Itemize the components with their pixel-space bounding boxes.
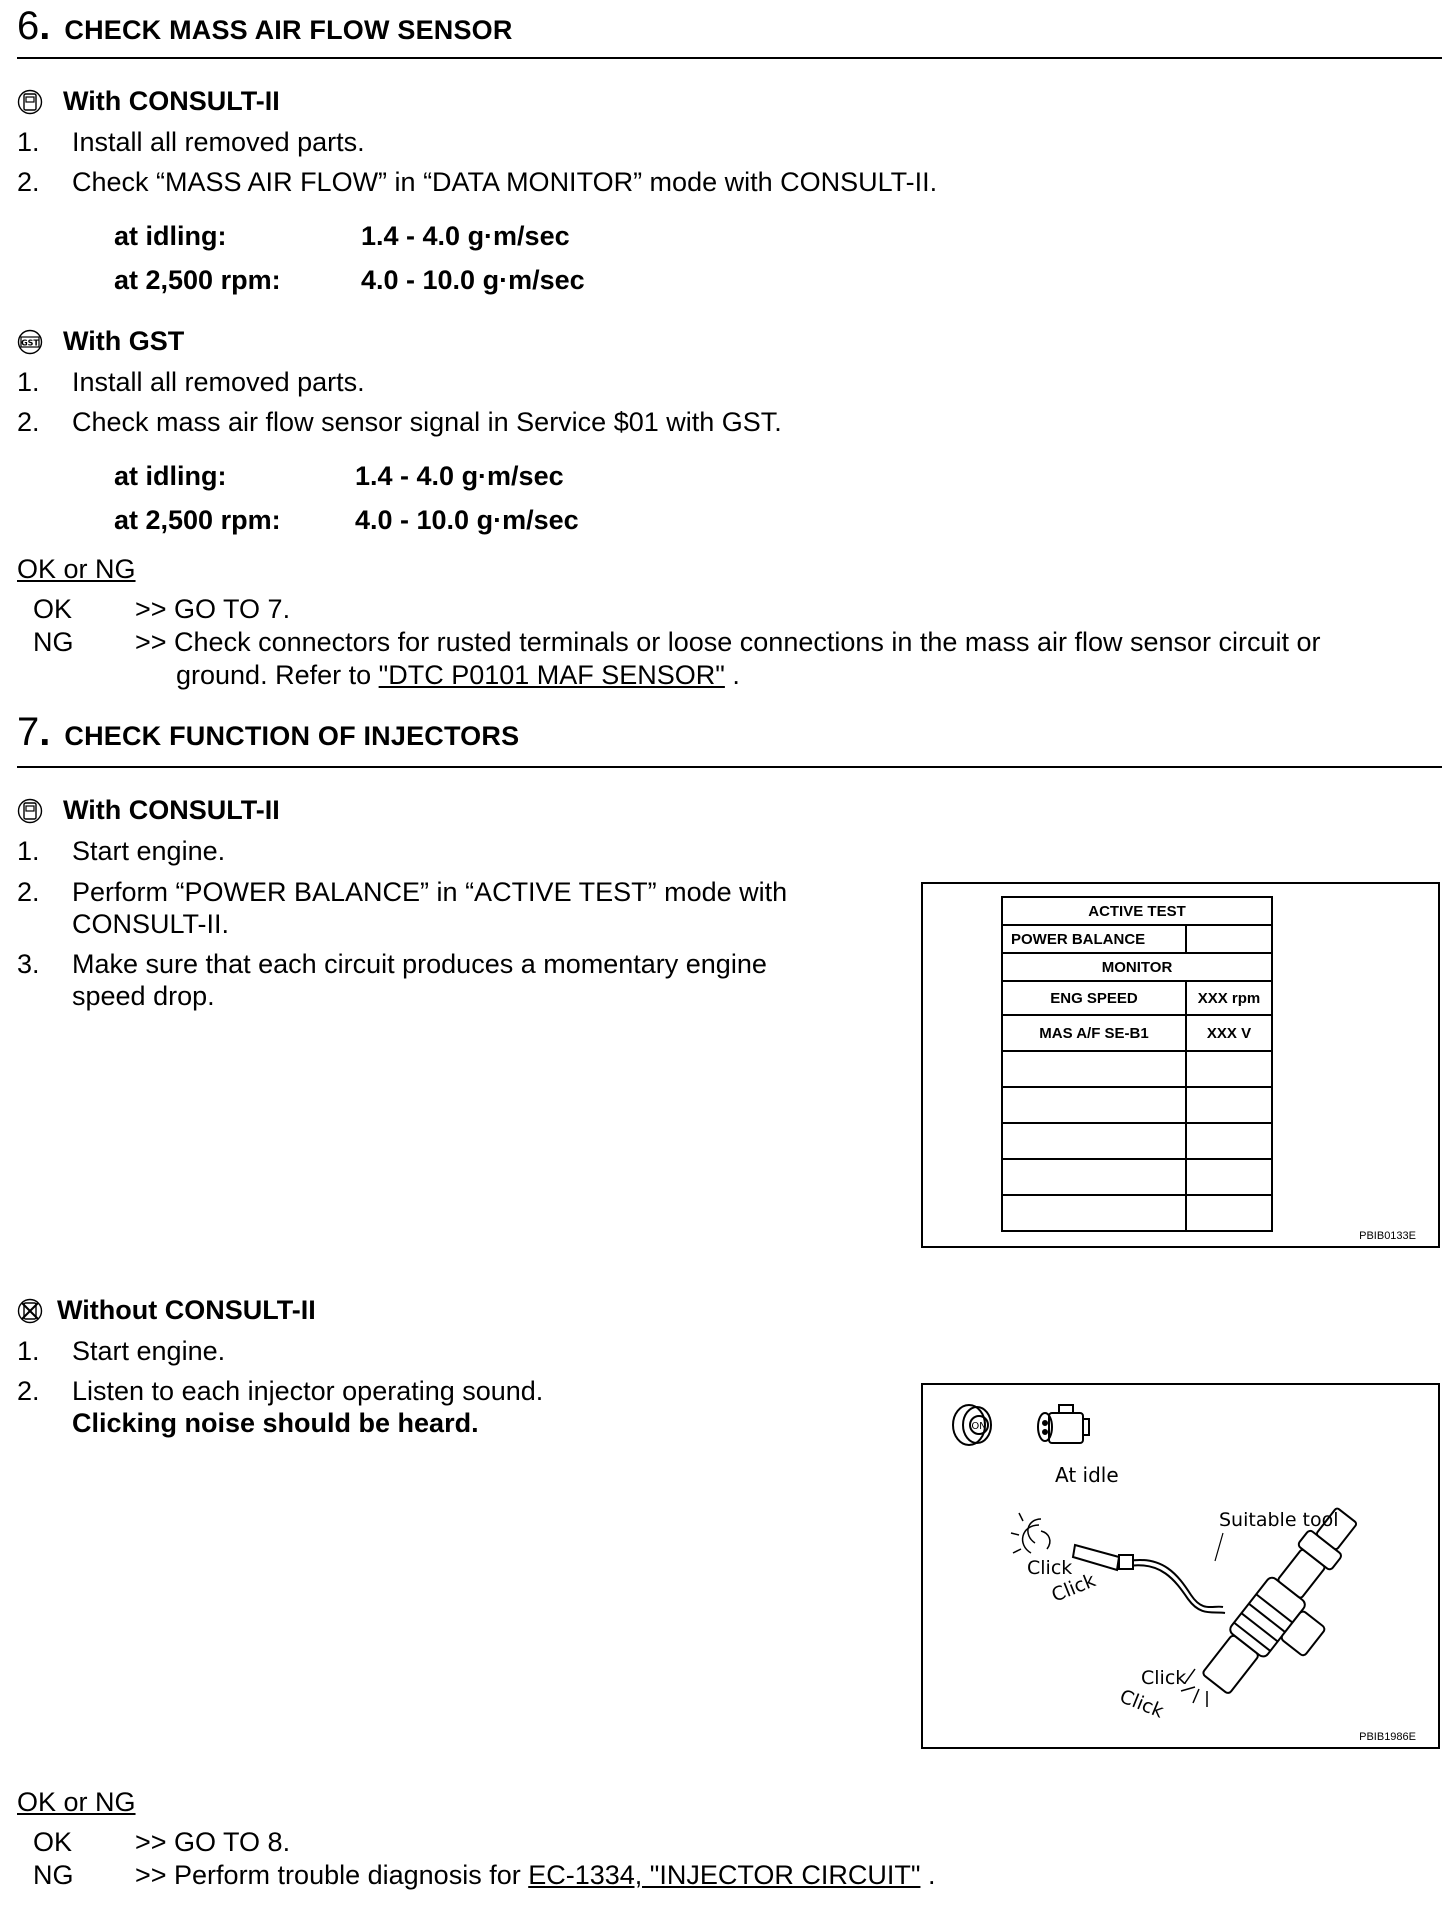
gst-icon: [17, 329, 43, 355]
step-number: 6: [17, 4, 40, 48]
spec-value: 4.0 - 10.0 g·m/sec: [361, 265, 585, 295]
list-item-text: Install all removed parts.: [72, 127, 365, 157]
empty-cell: [1002, 1195, 1186, 1231]
list-item-text: Listen to each injector operating sound.: [72, 1376, 544, 1406]
ng-result-cont: [176, 659, 740, 691]
ng-text: >> Perform trouble diagnosis for: [135, 1860, 529, 1890]
empty-cell: [1002, 1123, 1186, 1159]
list-item-text: Start engine.: [72, 1336, 226, 1366]
monitor-value-cell: XXX rpm: [1186, 981, 1272, 1015]
monitor-name-cell: MAS A/F SE-B1: [1002, 1015, 1186, 1051]
list-item: 2. Check mass air flow sensor signal in Service $01 with GST.: [17, 407, 782, 437]
injector-figure: [921, 1383, 1440, 1749]
engine-icon: [1038, 1405, 1089, 1443]
click-label: Click: [1027, 1557, 1073, 1579]
at-idle-label: At idle: [1055, 1463, 1119, 1487]
with-consult-heading: [17, 795, 280, 826]
list-item-text: Start engine.: [72, 836, 226, 866]
click-label: Click: [1141, 1667, 1187, 1689]
ok-result: >> GO TO 8.: [135, 1827, 291, 1857]
spec-label: at 2,500 rpm:: [114, 505, 281, 535]
ng-text: .: [920, 1860, 936, 1890]
step-7-heading: 7 . CHECK FUNCTION OF INJECTORS: [17, 710, 520, 754]
table-header: ACTIVE TEST: [1002, 897, 1272, 925]
empty-cell: [1186, 1159, 1272, 1195]
list-item-text: Check “MASS AIR FLOW” in “DATA MONITOR” mode with CONSULT-II.: [72, 167, 938, 197]
list-item: 2. Perform “POWER BALANCE” in “ACTIVE TEST” mode with CONSULT-II.: [17, 876, 905, 940]
list-item-text: Perform “POWER BALANCE” in “ACTIVE TEST” mode with: [72, 877, 788, 907]
consult-icon: [17, 798, 43, 824]
injector-circuit-link[interactable]: EC-1334, "INJECTOR CIRCUIT": [528, 1860, 921, 1890]
with-consult-heading: [17, 86, 280, 117]
spec-label: at idling:: [114, 221, 227, 251]
divider: [17, 57, 1442, 59]
with-gst-heading: [17, 326, 184, 357]
figure-code: PBIB0133E: [1359, 1230, 1416, 1242]
list-item: 1. Install all removed parts.: [17, 367, 365, 397]
injector-illustration: [923, 1385, 1438, 1747]
dtc-p0101-link[interactable]: "DTC P0101 MAF SENSOR": [378, 660, 725, 690]
ok-key: OK: [33, 1827, 73, 1857]
list-item-text: Install all removed parts.: [72, 367, 365, 397]
spec-value: 1.4 - 4.0 g·m/sec: [361, 221, 570, 251]
figure-code: PBIB1986E: [1359, 1731, 1416, 1743]
ok-result: >> GO TO 7.: [135, 594, 291, 624]
empty-cell: [1002, 1051, 1186, 1087]
click-label: Click: [1116, 1685, 1167, 1723]
svg-text:ON: ON: [971, 1421, 987, 1432]
list-item: 1. Install all removed parts.: [17, 127, 365, 157]
without-consult-heading: [17, 1295, 316, 1326]
empty-cell: [1002, 1159, 1186, 1195]
list-item: 3. Make sure that each circuit produces a momentary engine speed drop.: [17, 948, 905, 1012]
spec-label: at 2,500 rpm:: [114, 265, 281, 295]
no-consult-icon: [17, 1298, 43, 1324]
ng-key: NG: [33, 627, 74, 657]
subheading-text: With CONSULT-II: [63, 86, 280, 116]
list-item: 1. Start engine.: [17, 1336, 226, 1366]
subheading-text: With CONSULT-II: [63, 795, 280, 825]
list-item-text: Make sure that each circuit produces a momentary engine: [72, 949, 767, 979]
active-test-figure: [921, 882, 1440, 1248]
list-item-note: Clicking noise should be heard.: [72, 1408, 479, 1438]
empty-cell: [1186, 1051, 1272, 1087]
monitor-value-cell: XXX V: [1186, 1015, 1272, 1051]
empty-cell: [1186, 1195, 1272, 1231]
divider: [17, 766, 1442, 768]
subheading-text: With GST: [63, 326, 185, 356]
empty-cell: [1186, 1087, 1272, 1123]
subheading-text: Without CONSULT-II: [57, 1295, 316, 1325]
spec-label: at idling:: [114, 461, 227, 491]
step-title: CHECK FUNCTION OF INJECTORS: [64, 721, 520, 751]
list-item-text: speed drop.: [72, 981, 215, 1011]
ng-result: >> Check connectors for rusted terminals or loose connections in the mass air flow sensor circuit or: [135, 627, 1321, 657]
svg-text:GST: GST: [21, 338, 39, 347]
step-title: CHECK MASS AIR FLOW SENSOR: [64, 15, 513, 45]
step-number: 7: [17, 710, 40, 754]
click-label: Click: [1048, 1569, 1099, 1607]
ok-key: OK: [33, 594, 73, 624]
active-test-table: [1001, 896, 1273, 1232]
ng-result: [135, 1859, 935, 1891]
consult-icon: [17, 89, 43, 115]
ignition-on-icon: [953, 1405, 991, 1445]
spec-value: 4.0 - 10.0 g·m/sec: [355, 505, 579, 535]
ng-key: NG: [33, 1860, 74, 1890]
list-item-text: Check mass air flow sensor signal in Service $01 with GST.: [72, 407, 782, 437]
spec-value: 1.4 - 4.0 g·m/sec: [355, 461, 564, 491]
empty-cell: [1002, 1087, 1186, 1123]
ng-text: ground. Refer to: [176, 660, 379, 690]
list-item: 2. Listen to each injector operating sound. Clicking noise should be heard.: [17, 1376, 544, 1438]
suitable-tool-label: Suitable tool: [1219, 1509, 1339, 1531]
list-item: 2. Check “MASS AIR FLOW” in “DATA MONITOR” mode with CONSULT-II.: [17, 167, 938, 197]
monitor-header: MONITOR: [1002, 953, 1272, 981]
step-6-heading: 6 . CHECK MASS AIR FLOW SENSOR: [17, 4, 513, 48]
list-item: 1. Start engine.: [17, 836, 226, 866]
ng-text: .: [724, 660, 740, 690]
empty-cell: [1186, 925, 1272, 953]
empty-cell: [1186, 1123, 1272, 1159]
list-item-text: CONSULT-II.: [72, 909, 230, 939]
ok-or-ng-label: OK or NG: [17, 554, 136, 584]
monitor-name-cell: ENG SPEED: [1002, 981, 1186, 1015]
test-name-cell: POWER BALANCE: [1002, 925, 1186, 953]
ok-or-ng-label: OK or NG: [17, 1787, 136, 1817]
